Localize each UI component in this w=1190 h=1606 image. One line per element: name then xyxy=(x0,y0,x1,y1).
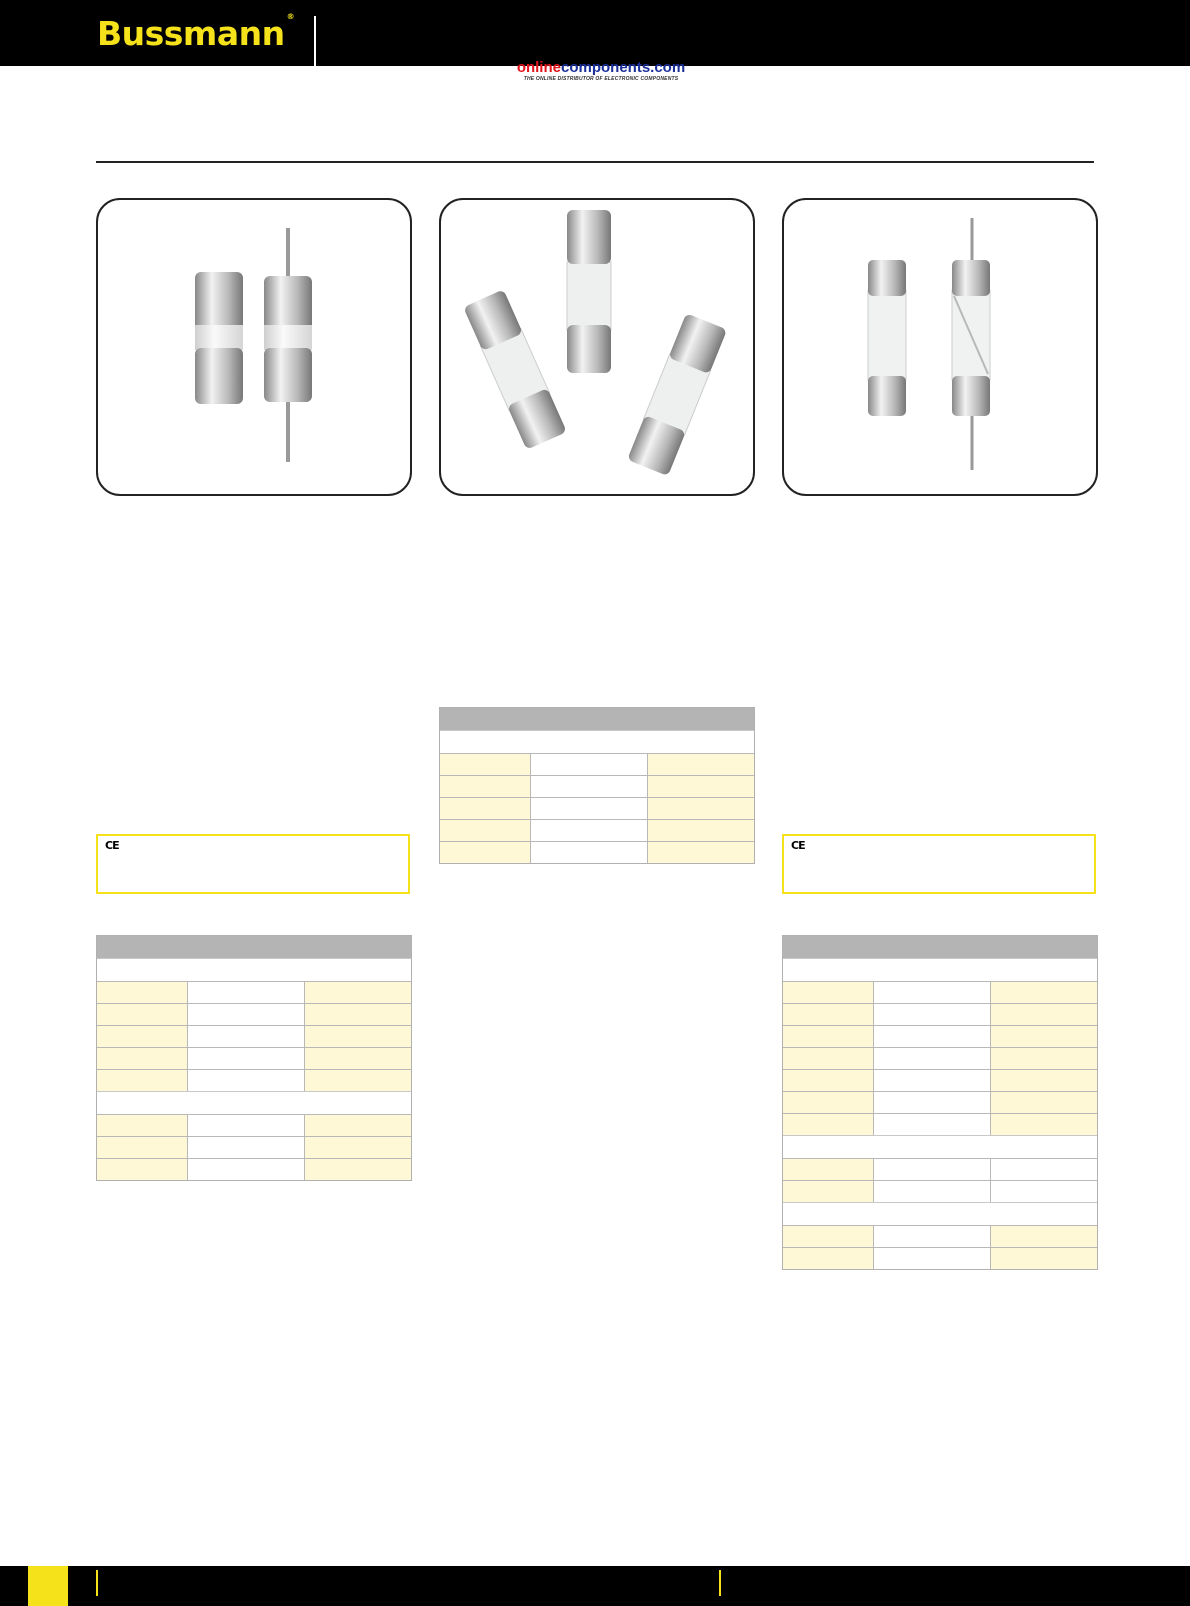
table-subheader xyxy=(783,958,1097,981)
product-image-cartridge-fuses xyxy=(439,198,755,496)
table-row xyxy=(783,1069,1097,1091)
table-row xyxy=(440,775,754,797)
title-rule xyxy=(96,161,1094,163)
table-row xyxy=(783,1247,1097,1269)
brand-name: Bussmann xyxy=(97,14,285,53)
table-subheader xyxy=(97,1091,411,1114)
table-row xyxy=(97,1114,411,1136)
footer-divider xyxy=(96,1570,98,1596)
footer-bar xyxy=(0,1566,1190,1606)
table-row xyxy=(783,1225,1097,1247)
table-header xyxy=(783,936,1097,958)
ratings-table-middle xyxy=(439,707,755,864)
footer-page-tab xyxy=(28,1566,68,1606)
table-row xyxy=(440,841,754,863)
table-row xyxy=(783,1158,1097,1180)
table-subheader xyxy=(97,958,411,981)
ratings-table-right xyxy=(782,935,1098,1270)
table-header xyxy=(440,708,754,730)
table-row xyxy=(97,1069,411,1091)
ce-mark-icon: CE xyxy=(105,839,119,852)
product-image-long-fuses xyxy=(782,198,1098,496)
table-row xyxy=(97,1047,411,1069)
registered-mark: ® xyxy=(286,12,295,21)
distributor-watermark xyxy=(512,60,690,82)
ratings-table-left xyxy=(96,935,412,1181)
table-row xyxy=(783,1091,1097,1113)
table-row xyxy=(783,1003,1097,1025)
table-row xyxy=(97,1136,411,1158)
header-divider xyxy=(314,16,316,66)
table-row xyxy=(97,1003,411,1025)
table-row xyxy=(440,797,754,819)
table-header xyxy=(97,936,411,958)
ce-approval-box-right xyxy=(782,834,1096,894)
footer-divider xyxy=(719,1570,721,1596)
table-subheader xyxy=(783,1135,1097,1158)
table-row xyxy=(783,1180,1097,1202)
table-row xyxy=(783,981,1097,1003)
distributor-tagline: THE ONLINE DISTRIBUTOR OF ELECTRONIC COMPONENTS xyxy=(523,76,679,82)
table-row xyxy=(440,753,754,775)
table-row xyxy=(440,819,754,841)
product-image-axial-fuses xyxy=(96,198,412,496)
distributor-name: onlinecomponents.com xyxy=(516,59,686,76)
ce-approval-box-left xyxy=(96,834,410,894)
table-row xyxy=(783,1025,1097,1047)
table-row xyxy=(97,1158,411,1180)
table-subheader xyxy=(783,1202,1097,1225)
table-subheader xyxy=(440,730,754,753)
table-row xyxy=(97,981,411,1003)
bussmann-logo xyxy=(97,14,294,53)
table-row xyxy=(783,1047,1097,1069)
ce-mark-icon: CE xyxy=(791,839,805,852)
table-row xyxy=(97,1025,411,1047)
table-row xyxy=(783,1113,1097,1135)
